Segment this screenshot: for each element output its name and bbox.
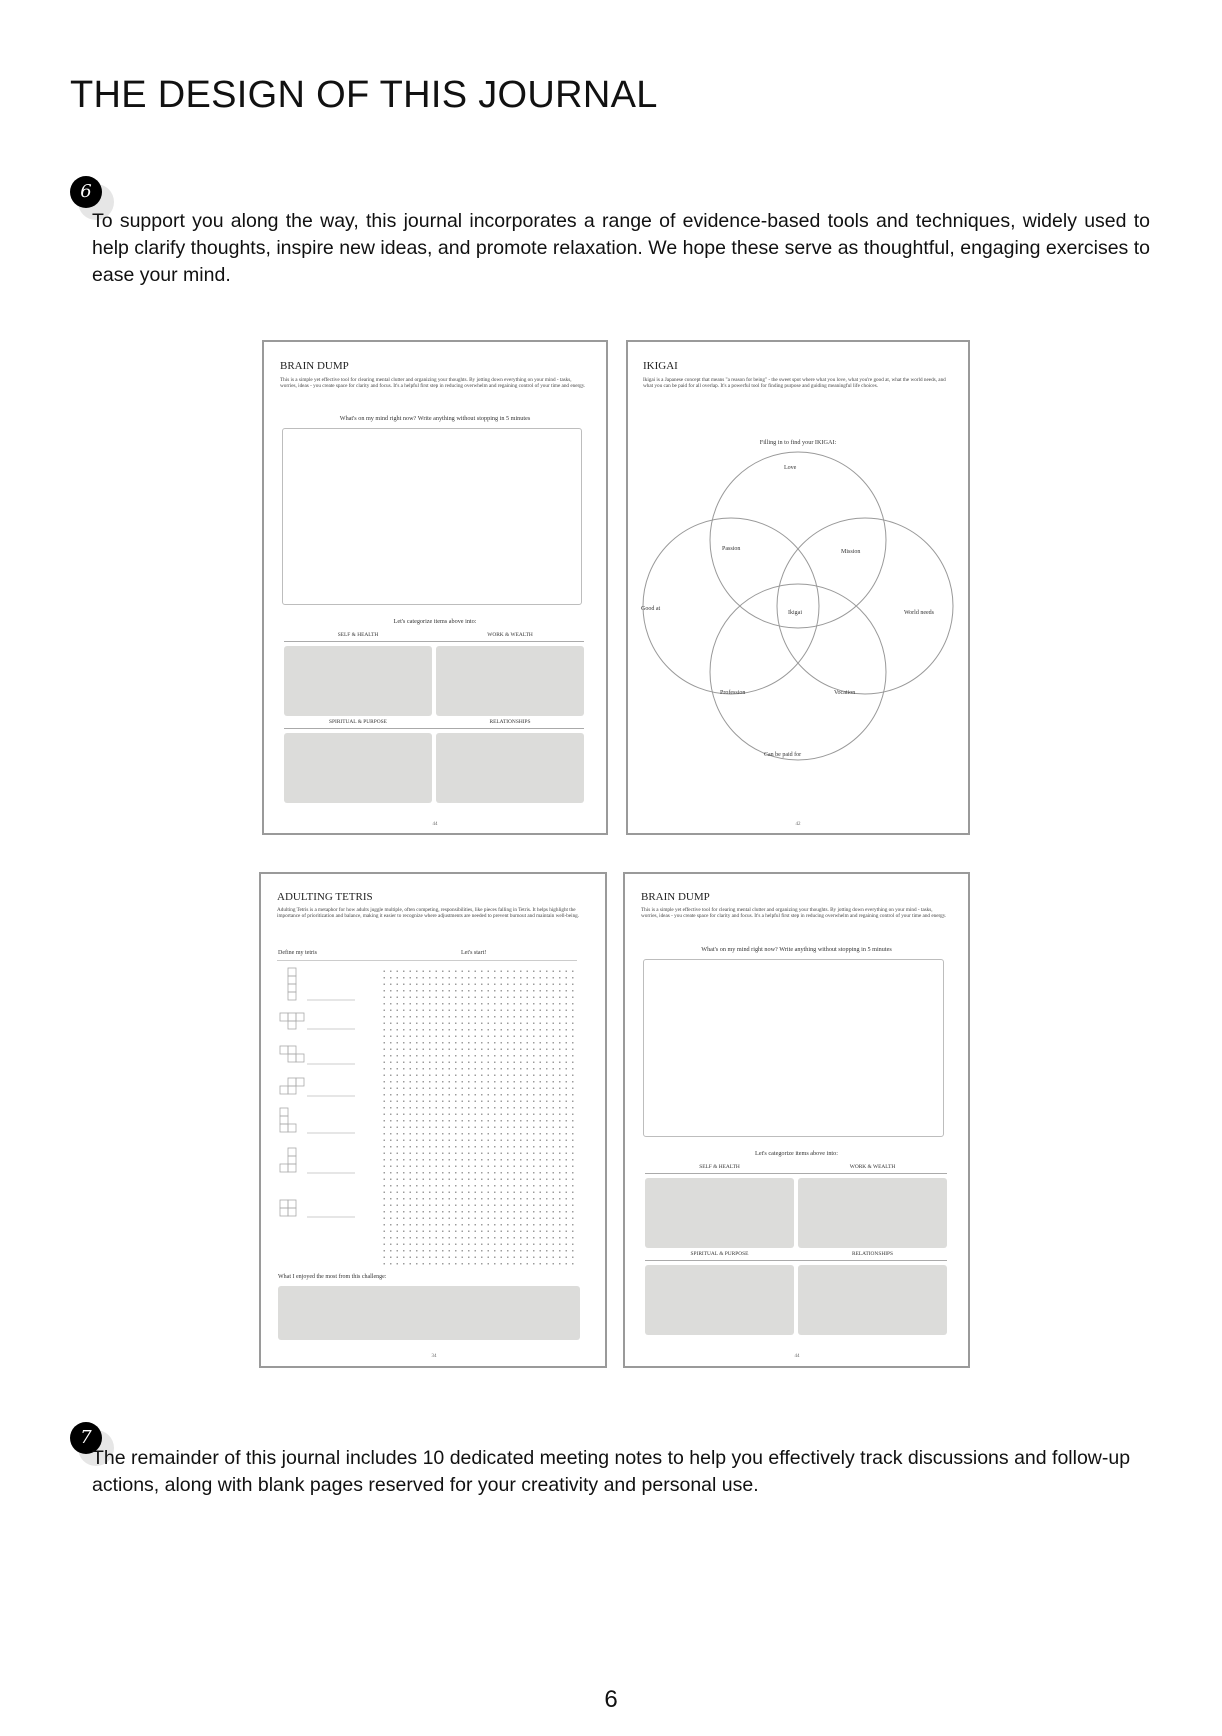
category-box (798, 1178, 947, 1248)
circle-world-needs (777, 518, 953, 694)
venn-label-love: Love (784, 465, 797, 471)
thumb-page-number: 44 (432, 822, 438, 827)
category-box (284, 646, 432, 716)
thumb-body: Adulting Tetris is a metaphor for how adults juggle multiple, often competing, responsibilities, like pieces falling in Tetris. It helps highlight the importance of prioritization and balance, making it easier to recognize where adjustments are needed to prevent burnout and maintain well-being. (277, 907, 580, 920)
reflection-box (278, 1286, 580, 1340)
ikigai-prompt: Filling in to find your IKIGAI: (759, 439, 837, 446)
thumb-title: ADULTING TETRIS (277, 891, 373, 903)
venn-label-mission: Mission (841, 549, 861, 555)
categorize-label: Let's categorize items above into: (755, 1150, 838, 1157)
thumb-title: IKIGAI (643, 360, 678, 372)
category-box (436, 646, 584, 716)
section-number-badge: 6 (70, 176, 102, 208)
venn-label-world-needs: World needs (904, 610, 935, 616)
start-label: Let's start! (461, 950, 487, 956)
category-box (645, 1265, 794, 1335)
page-number: 6 (604, 1686, 618, 1713)
cat-label: SPIRITUAL & PURPOSE (690, 1251, 749, 1257)
cat-label: RELATIONSHIPS (489, 719, 531, 725)
thumb-page-number: 44 (794, 1354, 800, 1359)
section-number-badge: 7 (70, 1422, 102, 1454)
divider (277, 960, 577, 961)
write-area (643, 959, 944, 1137)
thumb-title: BRAIN DUMP (641, 891, 710, 903)
thumb-ikigai (626, 340, 970, 835)
thumb-prompt: What's on my mind right now? Write anything without stopping in 5 minutes (339, 415, 531, 422)
cat-label: SPIRITUAL & PURPOSE (329, 719, 387, 725)
divider (284, 641, 584, 642)
section-6-paragraph: To support you along the way, this journal incorporates a range of evidence-based tools and techniques, widely used to help clarify thoughts, inspire new ideas, and promote relaxation. We hope these serve as thoughtful, engaging exercises to ease your mind. (92, 210, 1150, 286)
cat-label: WORK & WEALTH (849, 1164, 896, 1170)
thumb-brain-dump (262, 340, 608, 835)
divider (284, 728, 584, 729)
write-area (282, 428, 582, 605)
category-box (798, 1265, 947, 1335)
define-label: Define my tetris (278, 950, 317, 956)
enjoyed-label: What I enjoyed the most from this challenge: (278, 1274, 387, 1280)
thumb-prompt: What's on my mind right now? Write anything without stopping in 5 minutes (701, 946, 892, 953)
divider (645, 1173, 947, 1174)
section-7-paragraph: The remainder of this journal includes 10 dedicated meeting notes to help you effectively track discussions and follow-up actions, along with blank pages reserved for your creativity and personal use. (92, 1447, 1131, 1496)
venn-label-profession: Profession (720, 690, 746, 696)
category-box (645, 1178, 794, 1248)
thumb-body: Ikigai is a Japanese concept that means "a reason for being" - the sweet spot where what you love, what you're good at, what the world needs, and what you can be paid for all overlap. It's a powerful tool for finding purpose and guiding meaningful life choices. (643, 377, 946, 390)
category-box (436, 733, 584, 803)
circle-love (710, 452, 886, 628)
ikigai-venn-diagram (628, 342, 968, 833)
categorize-label: Let's categorize items above into: (393, 618, 477, 625)
cat-label: WORK & WEALTH (487, 632, 533, 638)
thumb-body: This is a simple yet effective tool for clearing mental clutter and organizing your thoughts. By jotting down everything on your mind - tasks, worries, ideas - you create space for clarity and focus. It's a helpful first step in reducing overwhelm and regaining control of your time and energy. (280, 377, 586, 390)
divider (645, 1260, 947, 1261)
dot-grid (381, 968, 577, 1268)
venn-label-good-at: Good at (641, 606, 661, 612)
cat-label: SELF & HEALTH (699, 1164, 740, 1170)
thumb-body: This is a simple yet effective tool for clearing mental clutter and organizing your thoughts. By jotting down everything on your mind - tasks, worries, ideas - you create space for clarity and focus. It's a helpful first step in reducing overwhelm and regaining control of your time and energy. (641, 907, 947, 920)
venn-label-paid: Can be paid for (764, 752, 802, 758)
circle-good-at (643, 518, 819, 694)
thumb-brain-dump-2 (623, 872, 970, 1368)
page-title: THE DESIGN OF THIS JOURNAL (70, 74, 658, 116)
venn-label-ikigai: Ikigai (788, 610, 802, 616)
category-box (284, 733, 432, 803)
tetris-pieces-icon (277, 966, 377, 1266)
thumb-page-number: 42 (795, 822, 801, 827)
cat-label: RELATIONSHIPS (851, 1251, 894, 1257)
thumb-page-number: 34 (431, 1354, 437, 1359)
venn-label-passion: Passion (722, 546, 741, 552)
thumb-adulting-tetris (259, 872, 607, 1368)
thumb-title: BRAIN DUMP (280, 360, 349, 372)
cat-label: SELF & HEALTH (337, 632, 379, 638)
venn-label-vocation: Vocation (834, 690, 856, 696)
